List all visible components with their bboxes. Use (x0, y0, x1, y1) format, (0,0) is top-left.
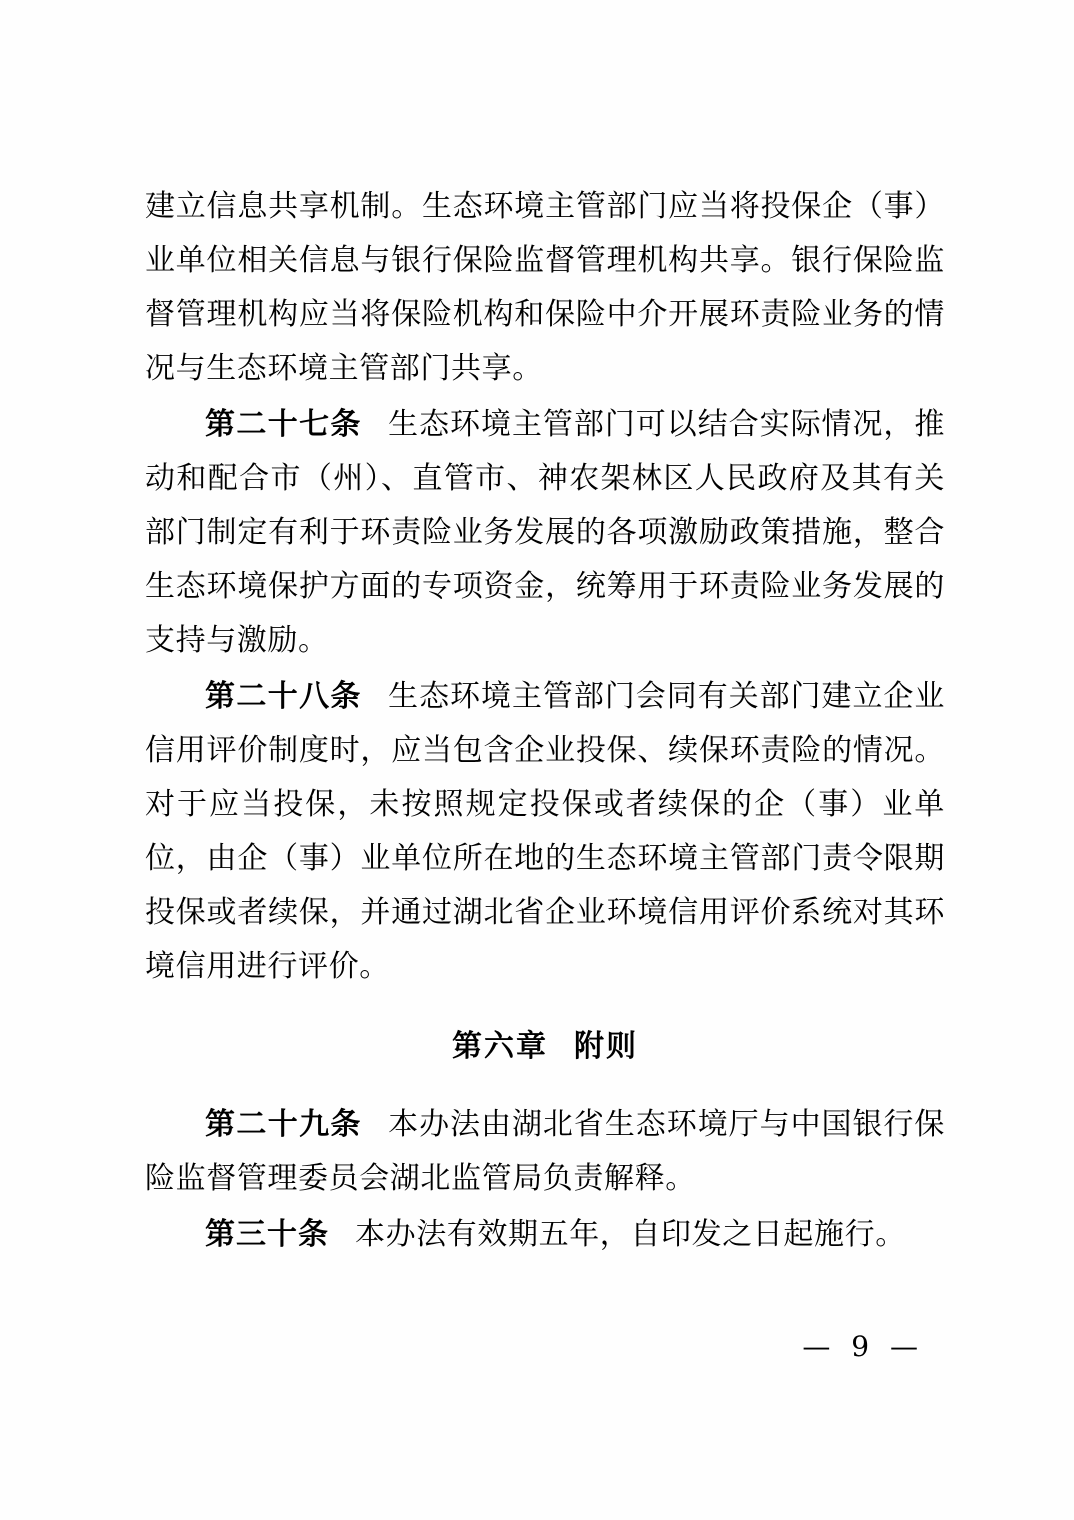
document-body (145, 180, 945, 1264)
paragraph-text: 建立信息共享机制。生态环境主管部门应当将投保企（事）业单位相关信息与银行保险监督管理机构共享。银行保险监督管理机构应当将保险机构和保险中介开展环责险业务的情况与生态环境主管部门共享。 (145, 189, 945, 386)
paragraph-article-27 (145, 398, 945, 668)
paragraph-text: 本办法由湖北省生态环境厅与中国银行保险监督管理委员会湖北监管局负责解释。 (145, 1107, 945, 1196)
article-number-29: 第二十九条 (205, 1107, 362, 1142)
chapter-heading (145, 1020, 945, 1074)
page-number: — 9 — (802, 1330, 924, 1363)
article-number-28: 第二十八条 (205, 679, 362, 714)
paragraph-text: 生态环境主管部门会同有关部门建立企业信用评价制度时，应当包含企业投保、续保环责险的情况。对于应当投保，未按照规定投保或者续保的企（事）业单位，由企（事）业单位所在地的生态环境主管部门责令限期投保或者续保，并通过湖北省企业环境信用评价系统对其环境信用进行评价。 (145, 679, 945, 984)
chapter-number: 第六章 (452, 1029, 548, 1064)
paragraph-article-28 (145, 670, 945, 994)
article-number-30: 第三十条 (205, 1217, 329, 1252)
paragraph-text: 本办法有效期五年，自印发之日起施行。 (355, 1217, 906, 1252)
paragraph-continuation (145, 180, 945, 396)
paragraph-article-30 (145, 1208, 945, 1262)
paragraph-article-29 (145, 1098, 945, 1206)
article-number-27: 第二十七条 (205, 407, 362, 442)
paragraph-text: 生态环境主管部门可以结合实际情况，推动和配合市（州）、直管市、神农架林区人民政府及其有关部门制定有利于环责险业务发展的各项激励政策措施，整合生态环境保护方面的专项资金，统筹用于环责险业务发展的支持与激励。 (145, 407, 945, 658)
chapter-title: 附则 (574, 1029, 638, 1064)
